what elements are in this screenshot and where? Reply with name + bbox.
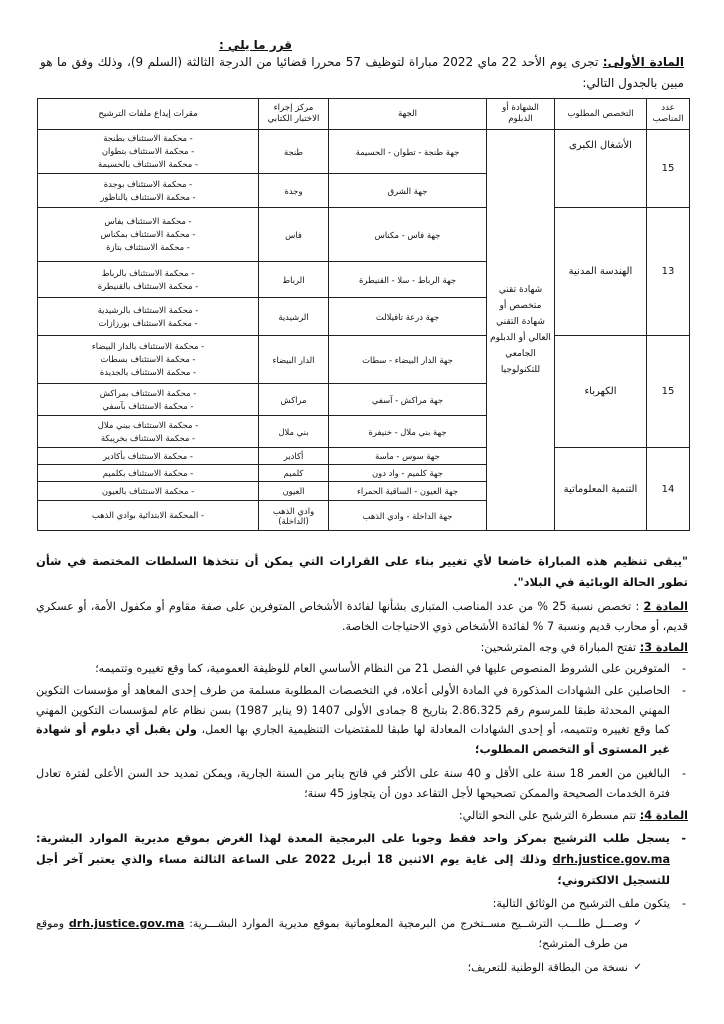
count-cell: 14 — [647, 448, 690, 531]
article-3-text: تفتح المباراة في وجه المترشحين: — [480, 641, 640, 654]
court-item: - محكمة الاستئناف بمكناس — [100, 229, 196, 239]
header-specialty: التخصص المطلوب — [555, 99, 647, 130]
condition-1: - المتوفرين على الشروط المنصوص عليها في الفصل 21 من النظام الأساسي العام للوظيفة العمومية، كما وقع تغييره وتتميمه؛ — [95, 662, 686, 675]
exam-center-cell: أكادير — [259, 448, 329, 465]
exam-center-cell: طنجة — [259, 130, 329, 174]
court-item: - محكمة الاستئناف بالحسيمة — [98, 159, 198, 169]
courts-cell — [38, 298, 259, 336]
article-4-text: تتم مسطرة الترشيح على النحو التالي: — [458, 809, 640, 822]
court-item: - محكمة الاستئناف بالرباط — [101, 267, 195, 278]
court-item: - محكمة الاستئناف بالقنيطرة — [97, 280, 199, 291]
article-2-text: : تخصص نسبة 25 % من عدد المناصب المتبارى بشأنها لفائدة الأشخاص المتوفرين على صفة مقاوم أو مكفول الأمة، أو عسكري قديم، أو محارب قديم ونسبة 7 % لفائدة الأشخاص ذوي الاحتياجات الخاصة. — [36, 600, 688, 633]
region-cell: جهة الشرق — [329, 174, 487, 208]
court-item: - محكمة الاستئناف بطنجة — [103, 133, 193, 143]
region-cell: جهة درعة تافيلالت — [329, 298, 487, 336]
courts-cell — [38, 416, 259, 448]
exam-center-cell: فاس — [259, 208, 329, 262]
court-item: - محكمة الاستئناف بتطوان — [101, 146, 195, 156]
court-item: - محكمة الاستئناف بالدار البيضاء — [91, 341, 205, 351]
file-intro: - يتكون ملف الترشيح من الوثائق التالية: — [492, 897, 686, 910]
court-item: - محكمة الاستئناف بتازة — [106, 242, 190, 252]
registration-deadline: وذلك إلى غاية يوم الاثنين 18 أبريل 2022 على الساعة الثالثة مساء والذي يعتبر آخر أجل للتسجيل الالكتروني؛ — [36, 853, 670, 887]
exam-center-cell: الرشيدية — [259, 298, 329, 336]
positions-table — [37, 98, 690, 531]
registration-link[interactable]: drh.justice.gov.ma — [552, 853, 670, 866]
court-item: - محكمة الاستئناف بالرشيدية — [97, 304, 199, 315]
court-item: - محكمة الاستئناف بالناظور — [100, 191, 196, 202]
count-cell: 15 — [647, 130, 690, 208]
region-cell: جهة العيون - الساقية الحمراء — [329, 482, 487, 501]
document-1-link[interactable]: drh.justice.gov.ma — [68, 917, 185, 930]
region-cell: جهة بني ملال - خنيفرة — [329, 416, 487, 448]
table-header-row — [38, 99, 690, 130]
header-application-courts: مقرات إيداع ملفات الترشيح — [38, 99, 259, 130]
exam-center-cell: مراكش — [259, 384, 329, 416]
condition-1-text: المتوفرين على الشروط المنصوص عليها في الفصل 21 من النظام الأساسي العام للوظيفة العمومية، كما وقع تغييره وتتميمه؛ — [95, 662, 670, 675]
condition-2: - الحاصلين على الشهادات المذكورة في المادة الأولى أعلاه، في التخصصات المطلوبة مسلمة من طرف إحدى المعاهد أو مؤسسات التكوين المهني المحدثة طبقا للمرسوم رقم 2.86.325 بتاريخ 8 جمادى الأولى 1407 (9 يناير 1987) بسن نظام عام لمؤسسات التكوين المهني كما وقع تغييره وتتميمه، أو إحدى الشهادات المعادلة لها طبقا للمقتضيات التنظيمية الجاري بها العمل، ولن يقبل أي دبلوم أو شهادة غير المستوى أو التخصص المطلوب؛ — [36, 684, 686, 756]
article-2 — [36, 597, 688, 637]
region-cell: جهة كلميم - واد دون — [329, 465, 487, 482]
court-item: - محكمة الاستئناف بفاس — [104, 216, 192, 226]
table-row — [38, 208, 690, 262]
court-item: - محكمة الاستئناف بوجدة — [103, 178, 193, 189]
file-intro-text: يتكون ملف الترشيح من الوثائق التالية: — [492, 897, 670, 910]
article-4-label: المادة 4: — [639, 809, 688, 822]
table-row — [38, 336, 690, 384]
courts-cell — [38, 482, 259, 501]
specialty-cell: الهندسة المدنية — [555, 208, 647, 336]
condition-2-note: ولن يقبل أي دبلوم أو شهادة غير المستوى أو التخصص المطلوب؛ — [36, 723, 670, 756]
courts-cell — [38, 262, 259, 298]
specialty-cell: الأشغال الكبرى — [555, 130, 647, 208]
condition-3-text: البالغين من العمر 18 سنة على الأقل و 40 سنة على الأكثر في فاتح يناير من السنة الجارية، ويمكن تمديد حد السن الأعلى لفترة تعادل فترة الخدمات الصحيحة والممكن تصحيحها لأجل التقاعد دون أن يتجاوز 45 سنة؛ — [36, 767, 670, 800]
courts-cell — [38, 501, 259, 531]
court-item: - محكمة الاستئناف بالجديدة — [99, 367, 197, 377]
courts-cell — [38, 174, 259, 208]
court-item: - محكمة الاستئناف بمراكش — [99, 387, 197, 398]
court-item: - محكمة الاستئناف بالعيون — [101, 485, 195, 496]
document-item-2 — [36, 958, 642, 978]
article-3 — [36, 638, 688, 658]
court-item: - محكمة الاستئناف ببني ملال — [97, 419, 199, 430]
region-cell: جهة سوس - ماسة — [329, 448, 487, 465]
table-row — [38, 130, 690, 174]
header-exam-center: مركز إجراء الاختبار الكتابي — [259, 99, 329, 130]
header-region: الجهة — [329, 99, 487, 130]
exam-center-cell: العيون — [259, 482, 329, 501]
count-cell: 13 — [647, 208, 690, 336]
article-3-label: المادة 3: — [639, 641, 688, 654]
exam-center-cell: الدار البيضاء — [259, 336, 329, 384]
header-certificate: الشهادة أو الدبلوم — [487, 99, 555, 130]
region-cell: جهة طنجة - تطوان - الحسيمة — [329, 130, 487, 174]
court-item: - المحكمة الابتدائية بوادي الذهب — [92, 510, 204, 520]
region-cell: جهة الدار البيضاء - سطات — [329, 336, 487, 384]
courts-cell — [38, 465, 259, 482]
courts-cell — [38, 448, 259, 465]
table-row — [38, 448, 690, 465]
article-2-label: المادة 2 — [643, 600, 688, 613]
court-item: - محكمة الاستئناف بخريبكة — [100, 432, 196, 443]
court-item: - محكمة الاستئناف بآسفي — [102, 400, 194, 411]
exam-center-cell: كلميم — [259, 465, 329, 482]
article-1-text: تجرى يوم الأحد 22 ماي 2022 مباراة لتوظيف 57 محررا قضائيا من الدرجة الثالثة (السلم 9)، وذلك وفق ما هو مبين بالجدول التالي: — [40, 55, 684, 90]
certificate-cell: شهادة تقني متخصص أو شهادة التقني العالي أو الدبلوم الجامعي للتكنولوجيا — [487, 130, 555, 531]
checkmark-icon: ✓ — [633, 962, 642, 973]
document-1-tail: وموقع من طرف المترشح؛ — [36, 917, 628, 950]
count-cell: 15 — [647, 336, 690, 448]
region-cell: جهة الرباط - سلا - القنيطرة — [329, 262, 487, 298]
exam-center-cell: وادي الذهب (الداخلة) — [259, 501, 329, 531]
region-cell: جهة فاس - مكناس — [329, 208, 487, 262]
courts-cell — [38, 208, 259, 262]
checkmark-icon: ✓ — [633, 918, 642, 929]
court-item: - محكمة الاستئناف بكلميم — [102, 467, 194, 478]
specialty-cell: التنمية المعلوماتية — [555, 448, 647, 531]
region-cell: جهة الداخلة - وادي الذهب — [329, 501, 487, 531]
court-item: - محكمة الاستئناف بسطات — [100, 354, 196, 364]
region-cell: جهة مراكش - آسفي — [329, 384, 487, 416]
courts-cell — [38, 336, 259, 384]
courts-cell — [38, 384, 259, 416]
exam-center-cell: بني ملال — [259, 416, 329, 448]
exam-center-cell: الرباط — [259, 262, 329, 298]
court-item: - محكمة الاستئناف بأكادير — [103, 450, 193, 461]
condition-2-text: الحاصلين على الشهادات المذكورة في المادة الأولى أعلاه، في التخصصات المطلوبة مسلمة من طرف إحدى المعاهد أو مؤسسات التكوين المهني المحدثة طبقا للمرسوم رقم 2.86.325 بتاريخ 8 جمادى الأولى 1407 (9 يناير 1987) بسن نظام عام لمؤسسات التكوين المهني كما وقع تغييره وتتميمه، أو إحدى الشهادات المعادلة لها طبقا للمقتضيات التنظيمية الجاري بها العمل، — [36, 684, 670, 736]
document-1-text: وصـــل طلـــب الترشــيح مســتخرج من البرمجية المعلوماتية بموقع مديرية الموارد البشـــرية: — [189, 917, 628, 930]
condition-3: - البالغين من العمر 18 سنة على الأقل و 40 سنة على الأكثر في فاتح يناير من السنة الجارية، ويمكن تمديد حد السن الأعلى لفترة تعادل فترة الخدمات الصحيحة والممكن تصحيحها لأجل التقاعد دون أن يتجاوز 45 سنة؛ — [36, 767, 686, 800]
registration-text: يسجل طلب الترشيح بمركز واحد فقط وجوبا على البرمجية المعدة لهذا الغرض بموقع مديرية الموارد البشرية: — [36, 832, 670, 845]
document-item-1 — [36, 914, 642, 953]
specialty-cell: الكهرباء — [555, 336, 647, 448]
epidemic-notice: "يبقى تنظيم هذه المباراة خاضعا لأي تغيير بناء على القرارات التي يمكن أن تتخذها السلطات المختصة في شأن تطور الحالة الوبائية في البلاد". — [36, 554, 688, 589]
decision-heading: قرر ما يلي : — [218, 38, 292, 52]
header-count: عدد المناصب — [647, 99, 690, 130]
article-1-label: المادة الأولى: — [602, 55, 684, 69]
article-1 — [40, 52, 684, 94]
registration-rule: - يسجل طلب الترشيح بمركز واحد فقط وجوبا على البرمجية المعدة لهذا الغرض بموقع مديرية الموارد البشرية: drh.justice.gov.ma وذلك إلى غاية يوم الاثنين 18 أبريل 2022 على الساعة الثالثة مساء والذي يعتبر آخر أجل للتسجيل الالكتروني؛ — [36, 832, 686, 887]
courts-cell — [38, 130, 259, 174]
document-2-text: نسخة من البطاقة الوطنية للتعريف؛ — [467, 961, 628, 974]
article-4 — [36, 806, 688, 826]
court-item: - محكمة الاستئناف بورزازات — [98, 317, 198, 328]
exam-center-cell: وجدة — [259, 174, 329, 208]
